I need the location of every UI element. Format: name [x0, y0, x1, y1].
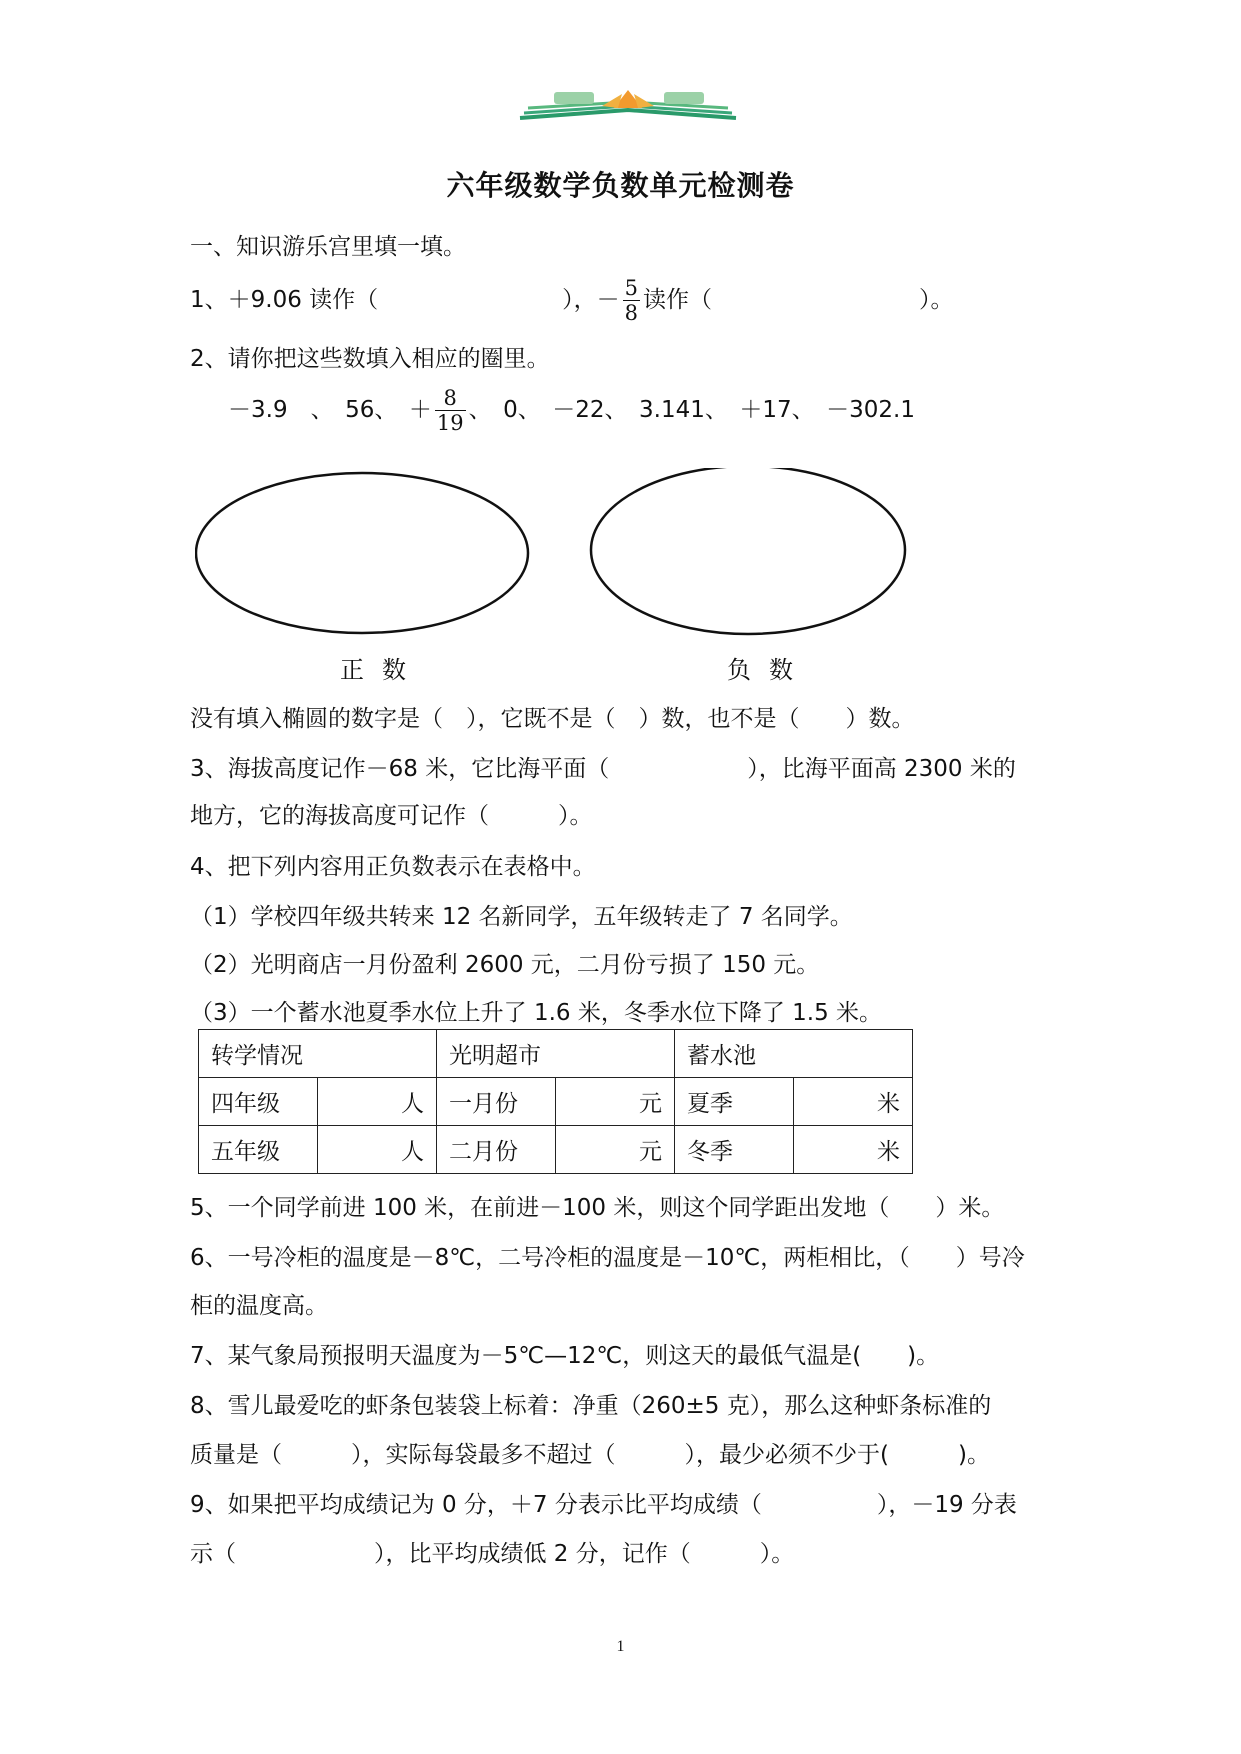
question-4-item: （1）学校四年级共转来 12 名新同学，五年级转走了 7 名同学。 — [190, 904, 853, 930]
question-5: 5、一个同学前进 100 米，在前进－100 米，则这个同学距出发地（ ）米。 — [190, 1195, 1005, 1221]
table-cell: 四年级 — [199, 1078, 318, 1126]
table-answer-cell[interactable]: 人 — [318, 1078, 437, 1126]
label-negative: 负数 — [727, 656, 811, 684]
question-8-line-1: 8、雪儿最爱吃的虾条包装袋上标着：净重（260±5 克），那么这种虾条标准的 — [190, 1393, 992, 1419]
fraction-numerator: 8 — [443, 386, 457, 410]
table-answer-cell[interactable]: 米 — [794, 1078, 913, 1126]
table-cell: 五年级 — [199, 1126, 318, 1174]
header-transfer: 转学情况 — [199, 1030, 437, 1078]
negative-oval[interactable] — [591, 468, 905, 634]
number-list-a: －3.9 、 56、 ＋ — [228, 397, 432, 423]
answer-table — [198, 1029, 913, 1174]
table-row — [199, 1126, 913, 1174]
table-header-row — [199, 1030, 913, 1078]
label-positive: 正数 — [340, 656, 424, 684]
question-8-line-2: 质量是（ ），实际每袋最多不超过（ ），最少必须不少于( )。 — [190, 1442, 990, 1468]
fraction-denominator: 8 — [624, 301, 639, 325]
fraction-five-eighths — [623, 276, 640, 325]
question-4-prompt: 4、把下列内容用正负数表示在表格中。 — [190, 854, 596, 880]
question-3-line-1: 3、海拔高度记作－68 米，它比海平面（ ），比海平面高 2300 米的 — [190, 756, 1016, 782]
fraction-denominator: 19 — [436, 411, 464, 435]
fraction-numerator: 5 — [624, 276, 639, 300]
question-2-prompt: 2、请你把这些数填入相应的圈里。 — [190, 346, 550, 372]
question-1 — [190, 276, 954, 325]
number-list-b: 、 0、 －22、 3.141、 ＋17、 －302.1 — [468, 397, 915, 423]
number-list — [228, 386, 915, 435]
page-number: 1 — [616, 1638, 625, 1655]
question-2-followup: 没有填入椭圆的数字是（ ），它既不是（ ）数，也不是（ ）数。 — [190, 706, 915, 732]
positive-oval[interactable] — [196, 473, 528, 633]
table-answer-cell[interactable]: 元 — [556, 1078, 675, 1126]
question-3-line-2: 地方，它的海拔高度可记作（ ）。 — [190, 803, 593, 829]
table-cell: 一月份 — [437, 1078, 556, 1126]
question-7: 7、某气象局预报明天温度为－5℃—12℃，则这天的最低气温是( )。 — [190, 1343, 940, 1369]
question-9-line-1: 9、如果把平均成绩记为 0 分，＋7 分表示比平均成绩（ ），－19 分表 — [190, 1492, 1017, 1518]
answer-ovals — [195, 468, 915, 644]
table-row — [199, 1078, 913, 1126]
question-4-item: （2）光明商店一月份盈利 2600 元，二月份亏损了 150 元。 — [190, 952, 820, 978]
question-4-item: （3）一个蓄水池夏季水位上升了 1.6 米，冬季水位下降了 1.5 米。 — [190, 1000, 883, 1026]
question-1-text-b: 读作（ ）。 — [643, 287, 954, 313]
table-cell: 夏季 — [675, 1078, 794, 1126]
question-9-line-2: 示（ ），比平均成绩低 2 分，记作（ ）。 — [190, 1541, 795, 1567]
table-answer-cell[interactable]: 元 — [556, 1126, 675, 1174]
page-title: 六年级数学负数单元检测卷 — [446, 169, 795, 202]
table-answer-cell[interactable]: 人 — [318, 1126, 437, 1174]
table-cell: 冬季 — [675, 1126, 794, 1174]
book-logo — [514, 88, 742, 122]
question-1-text-a: 1、＋9.06 读作（ ），－ — [190, 287, 620, 313]
table-cell: 二月份 — [437, 1126, 556, 1174]
question-6-line-1: 6、一号冷柜的温度是－8℃，二号冷柜的温度是－10℃，两柜相比，（ ）号冷 — [190, 1245, 1025, 1271]
header-reservoir: 蓄水池 — [675, 1030, 913, 1078]
section-heading: 一、知识游乐宫里填一填。 — [190, 234, 466, 260]
fraction-eight-nineteenths — [435, 386, 466, 435]
question-6-line-2: 柜的温度高。 — [190, 1293, 328, 1319]
header-store: 光明超市 — [437, 1030, 675, 1078]
table-answer-cell[interactable]: 米 — [794, 1126, 913, 1174]
